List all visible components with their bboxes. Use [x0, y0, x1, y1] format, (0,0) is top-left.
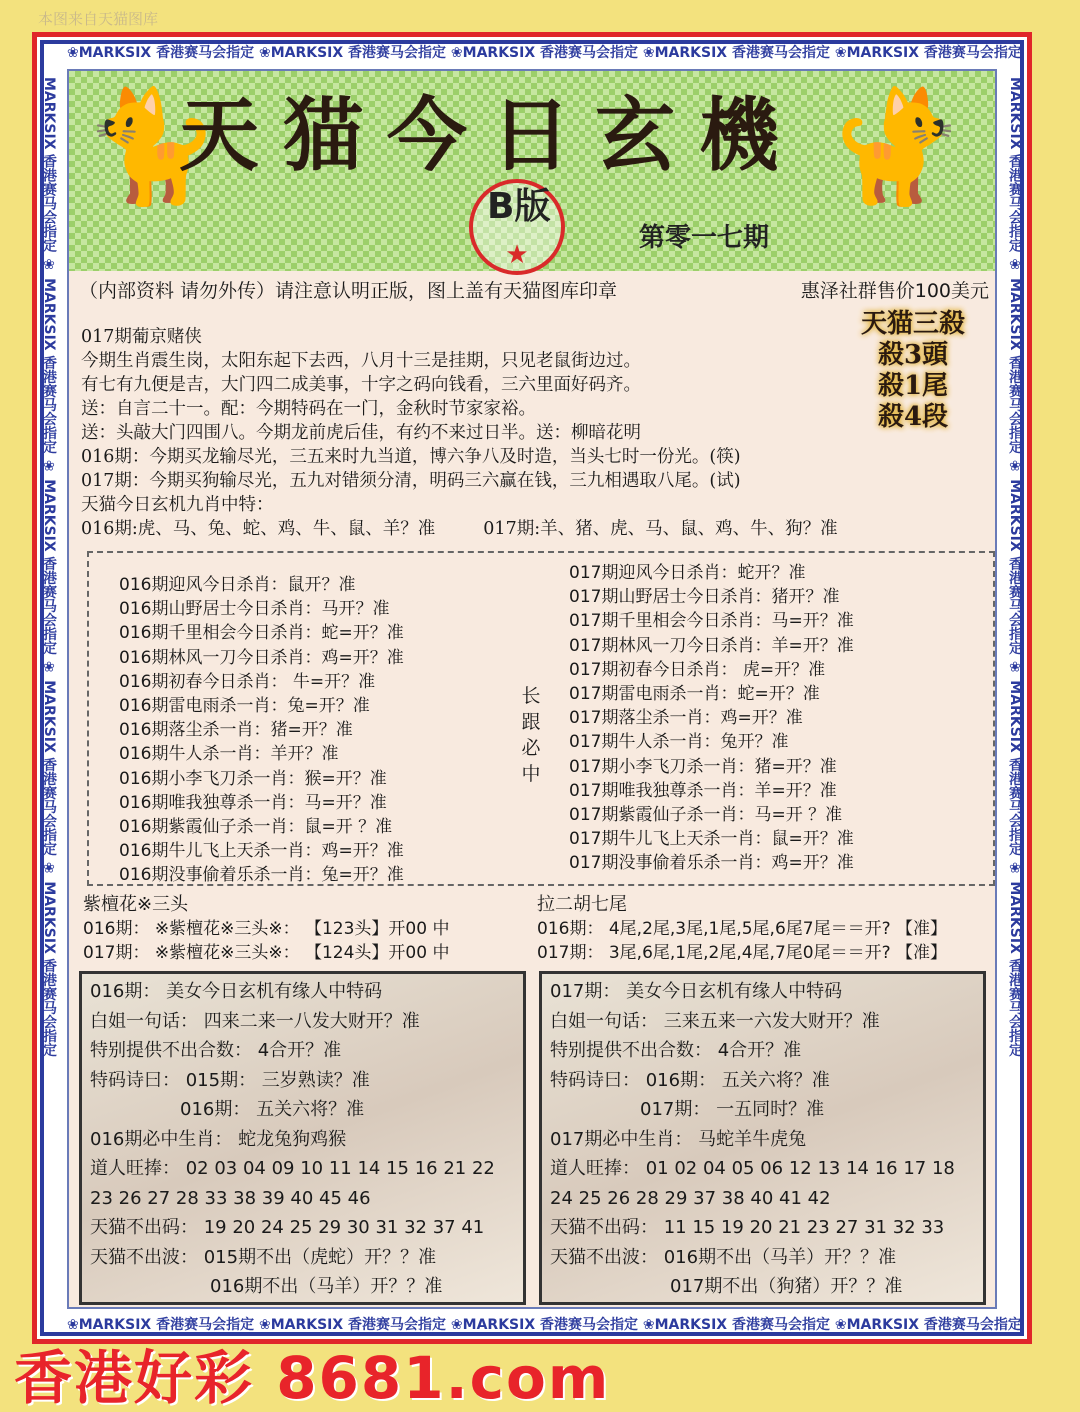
edition-label: B版	[487, 186, 551, 227]
kill-row: 017期紫霞仙子杀一肖：马=开 ？准	[569, 805, 843, 826]
kill-row: 017期林风一刀今日杀肖：羊=开？准	[569, 635, 854, 656]
kill-row: 016期雷电雨杀一肖：兔=开？准	[119, 696, 370, 717]
poster-body	[67, 69, 997, 1309]
panel-line: 017期不出（狗猪）开？？准	[670, 1276, 903, 1297]
poem-line: 送：自言二十一。配：今期特码在一门，金秋时节家家裕。	[81, 399, 536, 419]
kill-row: 017期雷电雨杀一肖：蛇=开？准	[569, 684, 820, 705]
border-text-right: MARKSIX 香港赛马会指定 ❀ MARKSIX 香港赛马会指定 ❀ MARKSIX 香港赛马会指定 ❀ MARKSIX 香港赛马会指定 ❀ MARKSIX 香港赛马会指定	[1007, 77, 1023, 1057]
border-text-top: ❀MARKSIX 香港赛马会指定 ❀MARKSIX 香港赛马会指定 ❀MARKSIX 香港赛马会指定 ❀MARKSIX 香港赛马会指定 ❀MARKSIX 香港赛马会指定	[67, 45, 1022, 61]
kill-row: 016期千里相会今日杀肖：蛇=开？准	[119, 623, 404, 644]
panel-line: 道人旺捧： 02 03 04 09 10 11 14 15 16 21 22	[90, 1158, 495, 1179]
header	[69, 71, 995, 271]
border-text-left: MARKSIX 香港赛马会指定 ❀ MARKSIX 香港赛马会指定 ❀ MARKSIX 香港赛马会指定 ❀ MARKSIX 香港赛马会指定 ❀ MARKSIX 香港赛马会指定	[41, 77, 57, 1057]
panel-line: 017期： 一五同时？准	[640, 1099, 825, 1120]
panel-line: 特码诗曰： 015期： 三岁熟读？准	[90, 1069, 370, 1091]
price: 惠泽社群售价100美元	[800, 280, 989, 302]
panel-line: 24 25 26 28 29 37 38 40 41 42	[550, 1187, 831, 1209]
poem-line: 天猫今日玄机九肖中特：	[81, 495, 274, 515]
nine-016: 016期:虎、马、兔、蛇、鸡、牛、鼠、羊？准	[81, 519, 436, 539]
panel-line: 特码诗曰： 016期： 五关六将？准	[550, 1069, 830, 1091]
watermark-bottom: 香港好彩 8681.com	[14, 1344, 611, 1412]
kill3-line: 殺4段	[877, 402, 949, 432]
section-row: 017期： 3尾,6尾,1尾,2尾,4尾,7尾0尾＝＝开? 【准】	[537, 943, 948, 963]
kill-row: 017期小李飞刀杀一肖：猪=开？准	[569, 756, 837, 777]
kill3-line: 殺3頭	[877, 340, 949, 370]
poem-line: 送：头敲大门四围八。今期龙前虎后佳，有约不来过日半。送：柳暗花明	[81, 423, 641, 443]
section-row: 017期： ※紫檀花※三头※： 【124头】开00 中	[83, 943, 450, 963]
section-row: 016期： ※紫檀花※三头※： 【123头】开00 中	[83, 919, 450, 939]
poster-frame	[32, 32, 1032, 1344]
poem-line: 017期葡京赌侠	[81, 327, 202, 347]
panel-017	[539, 971, 986, 1305]
kill3-line: 天猫三殺	[860, 309, 965, 339]
panel-line: 016期不出（马羊）开？？准	[210, 1276, 443, 1297]
nine-zodiac-row	[81, 517, 838, 541]
kill-row: 017期牛人杀一肖：兔开？准	[569, 732, 789, 753]
panel-line: 天猫不出波： 015期不出（虎蛇）开？？准	[90, 1246, 437, 1268]
middle-text: 长跟必中	[521, 685, 541, 785]
kill-row: 017期牛儿飞上天杀一肖：鼠=开？准	[569, 829, 854, 850]
nine-017: 017期:羊、猪、虎、马、鼠、鸡、牛、狗？准	[483, 519, 838, 539]
panel-line: 016期： 五关六将？准	[180, 1099, 365, 1120]
panel-line: 天猫不出码： 19 20 24 25 29 30 31 32 37 41	[90, 1217, 485, 1238]
kill3-line: 殺1尾	[877, 371, 949, 401]
cat-icon: 🐈	[828, 82, 965, 210]
kill-row: 016期山野居士今日杀肖：马开？准	[119, 599, 390, 620]
kill-three-badge	[861, 309, 965, 433]
kill-row: 017期千里相会今日杀肖：马=开？准	[569, 611, 854, 632]
section-title: 拉二胡七尾	[537, 894, 627, 915]
kill-row: 016期唯我独尊杀一肖：马=开？准	[119, 792, 387, 813]
panel-line: 23 26 27 28 33 38 39 40 45 46	[90, 1187, 371, 1209]
kill-row: 016期小李飞刀杀一肖：猴=开？准	[119, 768, 387, 789]
panel-line: 017期必中生肖： 马蛇羊牛虎兔	[550, 1128, 807, 1150]
notice	[79, 279, 989, 303]
panel-line: 白姐一句话： 四来二来一八发大财开？准	[90, 1010, 420, 1032]
panel-line: 天猫不出波： 016期不出（马羊）开？？准	[550, 1246, 897, 1268]
kill-row: 017期唯我独尊杀一肖：羊=开？准	[569, 780, 837, 801]
erhu-section	[537, 893, 947, 965]
panel-line: 道人旺捧： 01 02 04 05 06 12 13 14 16 17 18	[550, 1158, 955, 1179]
kill-row: 016期林风一刀今日杀肖：鸡=开？准	[119, 647, 404, 668]
panel-line: 白姐一句话： 三来五来一六发大财开？准	[550, 1010, 880, 1032]
kill-row: 016期牛儿飞上天杀一肖：鸡=开？准	[119, 841, 404, 862]
kill-row: 016期初春今日杀肖： 牛=开？准	[119, 671, 376, 692]
kill-row: 017期初春今日杀肖： 虎=开？准	[569, 659, 826, 680]
poem-line: 017期：今期买狗输尽光，五九对错须分清，明码三六赢在钱，三九相遇取八尾。(试)	[81, 471, 741, 491]
kill-row: 016期迎风今日杀肖：鼠开？准	[119, 575, 356, 595]
kill-row: 017期迎风今日杀肖：蛇开？准	[569, 563, 806, 583]
issue-number: 第零一七期	[639, 223, 770, 253]
kill-row: 017期山野居士今日杀肖：猪开？准	[569, 587, 840, 608]
kill-row: 017期落尘杀一肖：鸡=开？准	[569, 708, 803, 729]
kill-row: 016期紫霞仙子杀一肖：鼠=开 ？准	[119, 817, 393, 838]
panel-line: 017期： 美女今日玄机有缘人中特码	[550, 981, 843, 1002]
watermark-top: 本图来自天猫图库	[38, 10, 159, 28]
cat-icon: 🐈	[83, 82, 220, 210]
kill-zodiac-box	[87, 551, 995, 886]
panel-line: 天猫不出码： 11 15 19 20 21 23 27 31 32 33	[550, 1217, 945, 1238]
section-title: 紫檀花※三头	[83, 894, 189, 915]
kill-row: 017期没事偷着乐杀一肖：鸡=开？准	[569, 853, 854, 874]
sandalwood-section	[83, 893, 449, 965]
poem-line: 016期：今期买龙输尽光，三五来时九当道，博六争八及时造，当头七时一份光。(筷)	[81, 447, 741, 467]
panel-line: 特别提供不出合数： 4合开？准	[550, 1040, 802, 1061]
poem-line: 今期生肖震生岗，太阳东起下去西，八月十三是挂期，只见老鼠街边过。	[81, 351, 641, 371]
poem-section	[81, 325, 838, 541]
kill-row: 016期落尘杀一肖：猪=开？准	[119, 720, 353, 741]
kill-list-016	[119, 573, 404, 888]
panel-line: 016期必中生肖： 蛇龙兔狗鸡猴	[90, 1128, 347, 1150]
section-row: 016期： 4尾,2尾,3尾,1尾,5尾,6尾7尾＝＝开? 【准】	[537, 919, 948, 939]
kill-row: 016期没事偷着乐杀一肖：兔=开？准	[119, 865, 404, 886]
border-text-bottom: ❀MARKSIX 香港赛马会指定 ❀MARKSIX 香港赛马会指定 ❀MARKSIX 香港赛马会指定 ❀MARKSIX 香港赛马会指定 ❀MARKSIX 香港赛马会指定	[67, 1317, 1022, 1333]
poem-line: 有七有九便是吉，大门四二成美事，十字之码向钱看，三六里面好码齐。	[81, 375, 641, 395]
seal-star-icon: ★	[505, 240, 529, 270]
kill-row: 016期牛人杀一肖：羊开？准	[119, 744, 339, 765]
panel-line: 特别提供不出合数： 4合开？准	[90, 1040, 342, 1061]
page-title: 天猫今日玄機	[179, 88, 803, 182]
kill-list-017	[569, 561, 854, 876]
panel-016	[79, 971, 526, 1305]
panel-line: 016期： 美女今日玄机有缘人中特码	[90, 981, 383, 1002]
notice-left: （内部资料 请勿外传）请注意认明正版，图上盖有天猫图库印章	[79, 280, 618, 302]
